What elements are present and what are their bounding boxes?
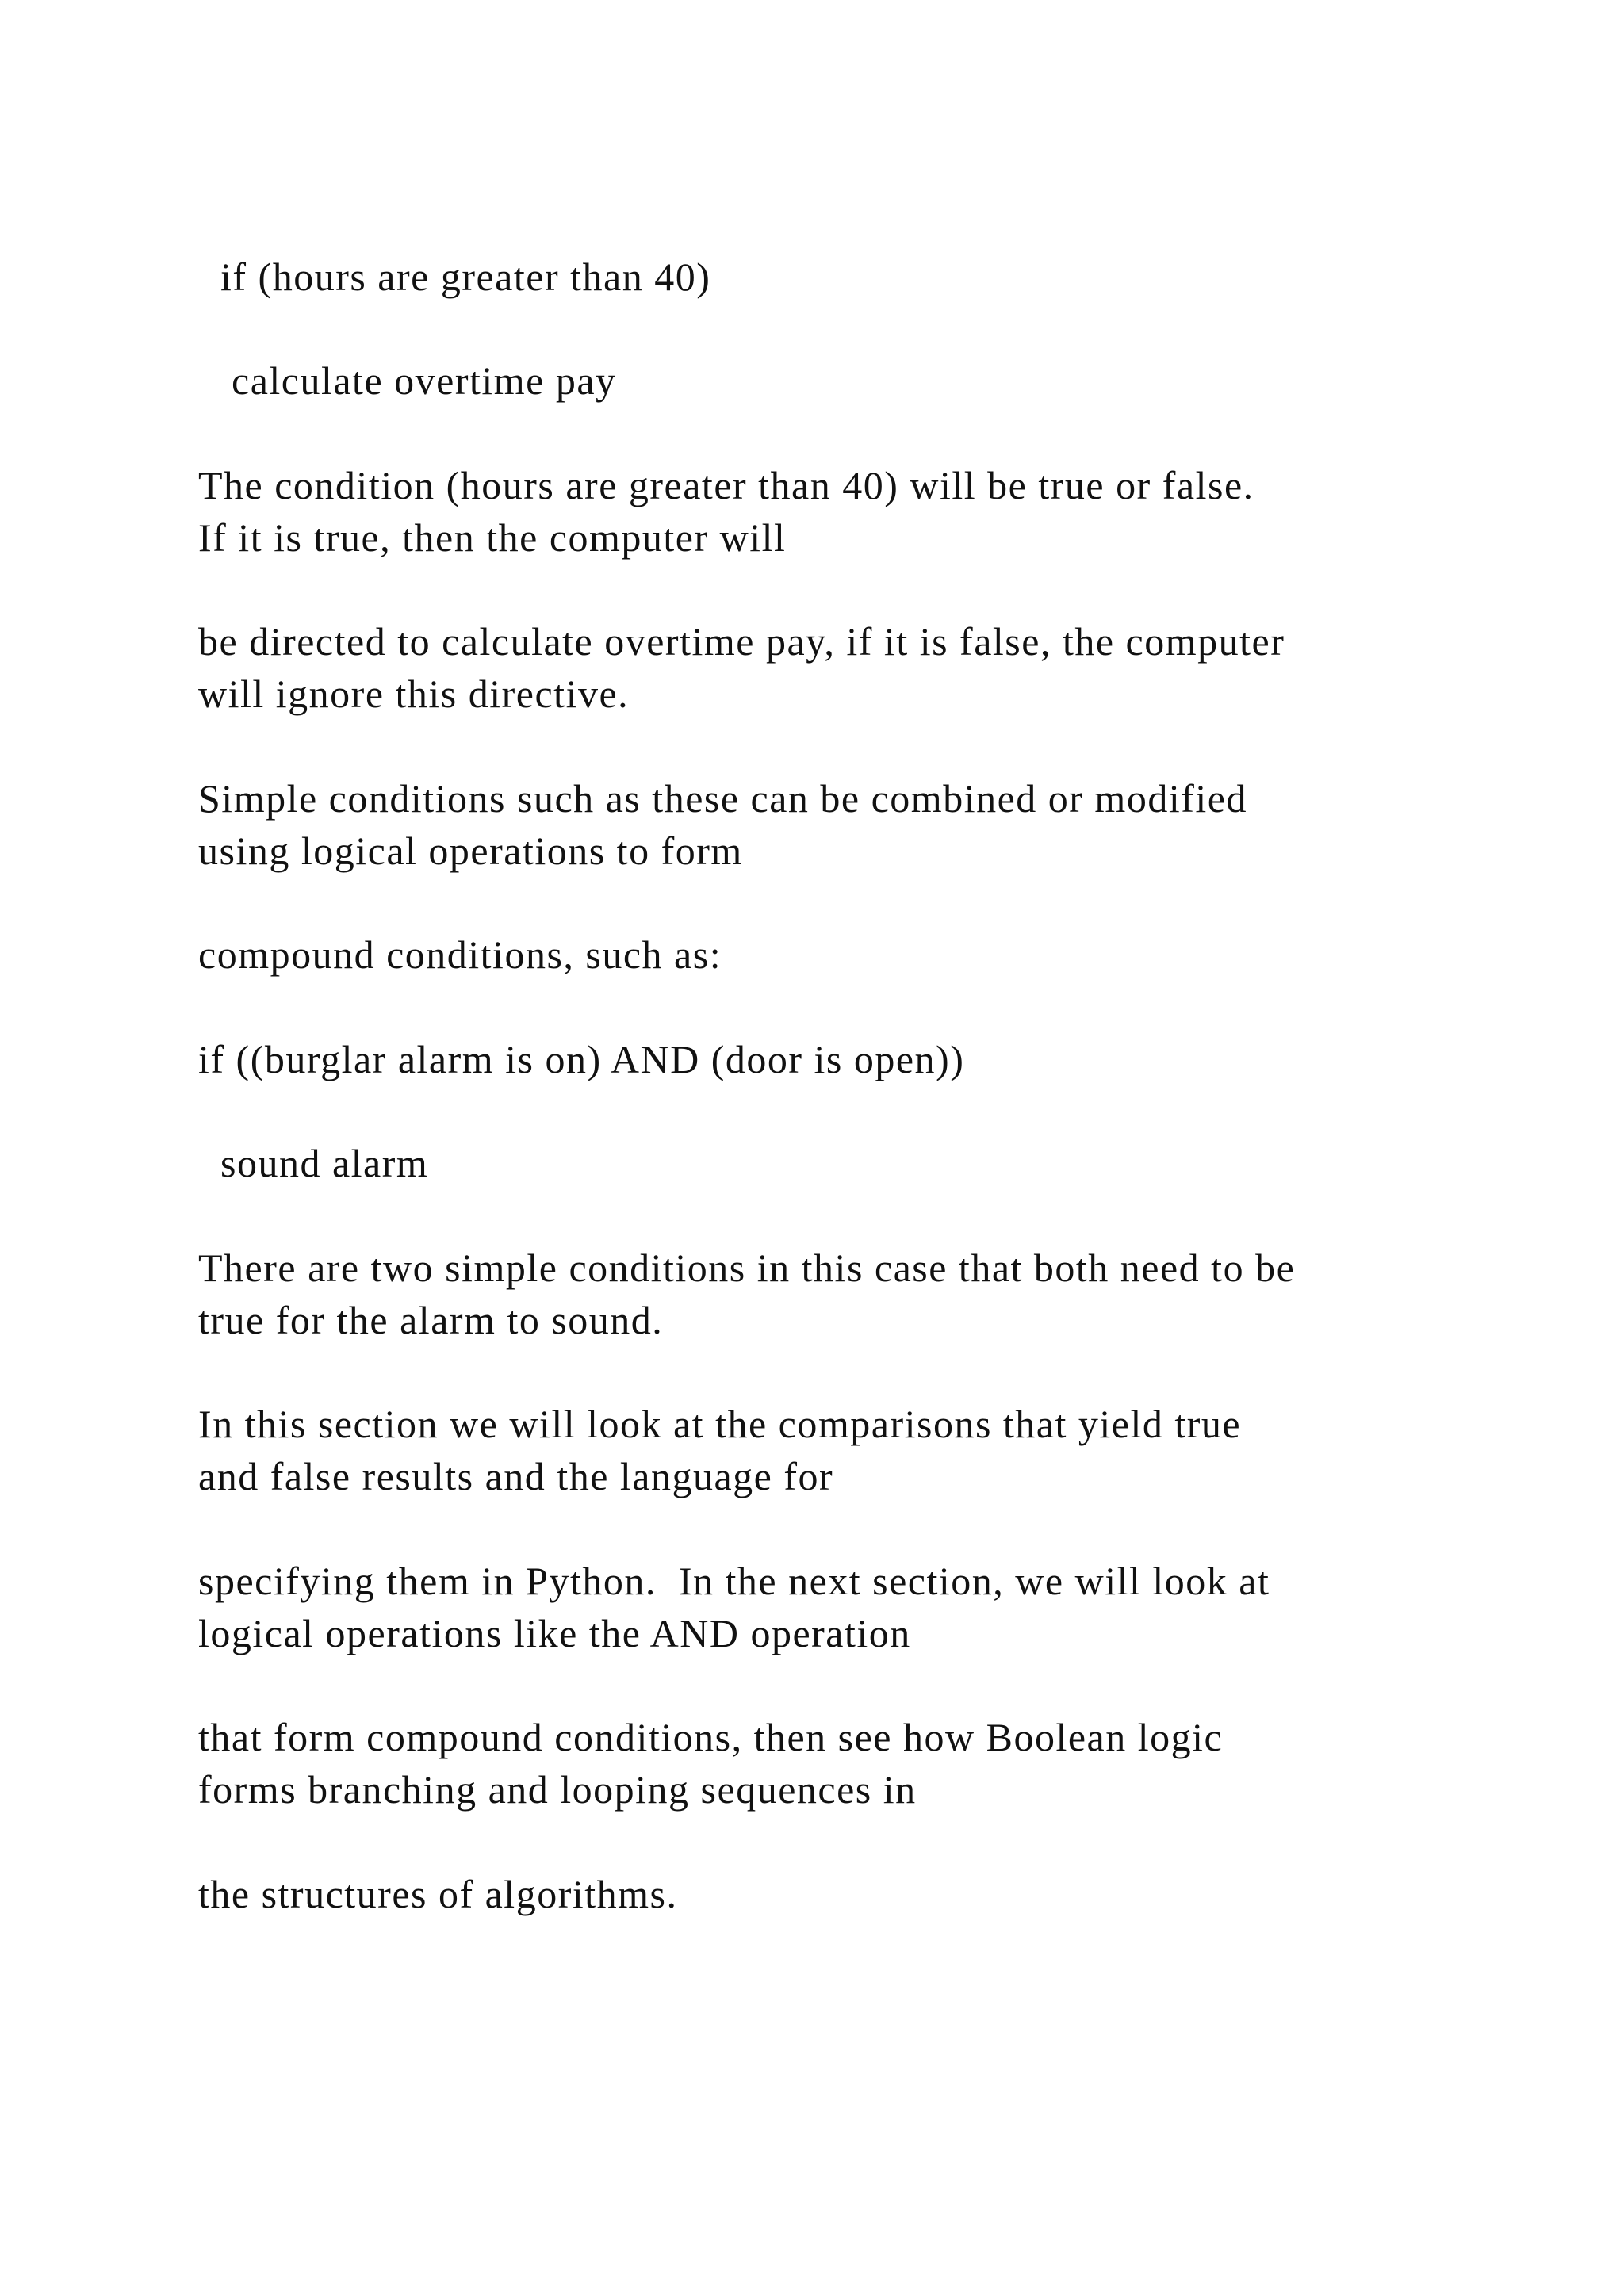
paragraph-line: that form compound conditions, then see how Boolean logic bbox=[198, 1715, 1224, 1759]
paragraph-line: true for the alarm to sound. bbox=[198, 1298, 664, 1342]
paragraph-line: using logical operations to form bbox=[198, 828, 743, 873]
pseudocode-action-line: calculate overtime pay bbox=[198, 358, 617, 403]
paragraph-line: The condition (hours are greater than 40) will be true or false. bbox=[198, 463, 1254, 507]
paragraph-line: specifying them in Python. In the next section, we will look at bbox=[198, 1559, 1270, 1603]
paragraph-line: There are two simple conditions in this case that both need to be bbox=[198, 1246, 1296, 1290]
paragraph-line: Simple conditions such as these can be combined or modified bbox=[198, 776, 1247, 821]
paragraph-line: and false results and the language for bbox=[198, 1454, 834, 1498]
pseudocode-if-line: if ((burglar alarm is on) AND (door is open)) bbox=[198, 1037, 965, 1081]
pseudocode-if-line: if (hours are greater than 40) bbox=[198, 254, 711, 299]
paragraph-line: In this section we will look at the comparisons that yield true bbox=[198, 1402, 1242, 1446]
paragraph-line: forms branching and looping sequences in bbox=[198, 1767, 917, 1812]
paragraph-line: the structures of algorithms. bbox=[198, 1872, 678, 1916]
paragraph-line: If it is true, then the computer will bbox=[198, 515, 787, 560]
pseudocode-action-line: sound alarm bbox=[198, 1141, 429, 1185]
paragraph-line: compound conditions, such as: bbox=[198, 932, 722, 977]
paragraph-line: will ignore this directive. bbox=[198, 672, 630, 716]
paragraph-line: logical operations like the AND operation bbox=[198, 1611, 911, 1655]
paragraph-line: be directed to calculate overtime pay, if it is false, the computer bbox=[198, 619, 1285, 664]
